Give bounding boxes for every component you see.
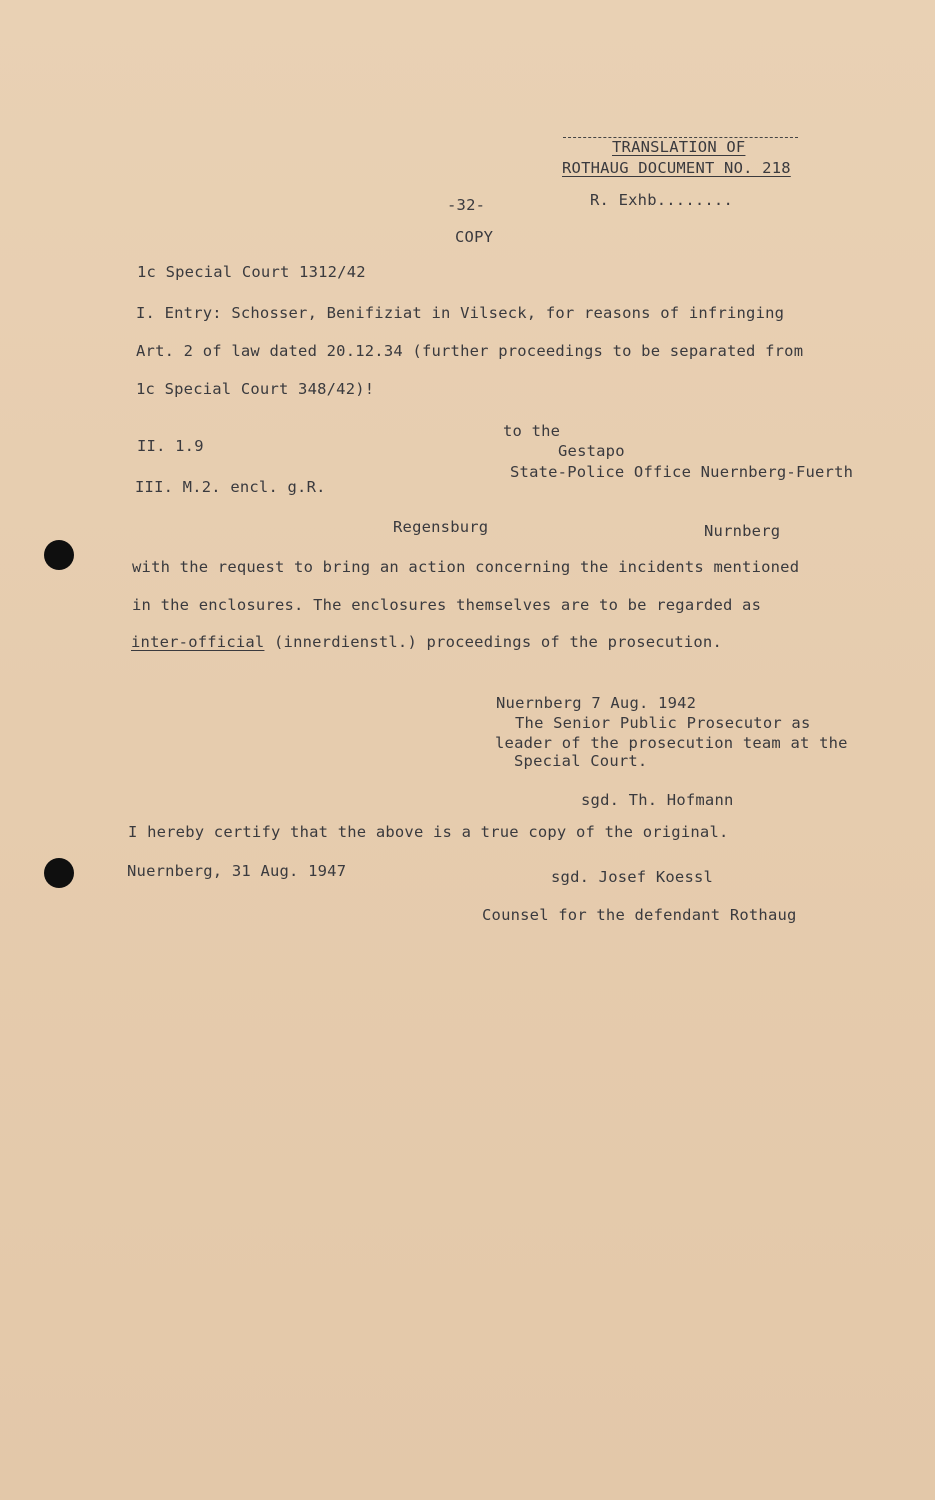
certification-statement: I hereby certify that the above is a true copy of the original. [128,823,729,841]
item-iii: III. M.2. encl. g.R. [135,478,326,496]
entry-line-3: 1c Special Court 348/42)! [136,380,375,398]
entry-line-2: Art. 2 of law dated 20.12.34 (further proceedings to be separated from [136,342,804,360]
body-line-3-rest: (innerdienstl.) proceedings of the prosecution. [274,633,722,651]
exhibit-label: R. Exhb........ [590,191,733,209]
inter-official-term: inter-official [131,633,265,651]
binder-hole-top [44,540,74,570]
body-line-3 [131,633,722,651]
city-nurnberg: Nurnberg [704,522,781,540]
item-ii: II. 1.9 [137,437,204,455]
body-line-1: with the request to bring an action concerning the incidents mentioned [132,558,800,576]
entry-line-1: I. Entry: Schosser, Benifiziat in Vilseck, for reasons of infringing [136,304,785,322]
signed-hofmann: sgd. Th. Hofmann [581,791,734,809]
counsel-role: Counsel for the defendant Rothaug [482,906,797,924]
signature-line-2: leader of the prosecution team at the [495,734,848,752]
document-number-heading: ROTHAUG DOCUMENT NO. 218 [562,159,791,177]
translation-heading: TRANSLATION OF [612,138,746,156]
copy-label: COPY [455,228,494,246]
file-reference: 1c Special Court 1312/42 [137,263,366,281]
signed-koessl: sgd. Josef Koessl [551,868,714,886]
body-line-2: in the enclosures. The enclosures themselves are to be regarded as [132,596,762,614]
signature-place-date: Nuernberg 7 Aug. 1942 [496,694,697,712]
city-regensburg: Regensburg [393,518,489,536]
recipient-gestapo: Gestapo [558,442,625,460]
recipient-office: State-Police Office Nuernberg-Fuerth [510,463,854,481]
certification-place-date: Nuernberg, 31 Aug. 1947 [127,862,347,880]
signature-line-1: The Senior Public Prosecutor as [515,714,811,732]
binder-hole-bottom [44,858,74,888]
signature-line-3: Special Court. [514,752,648,770]
recipient-to: to the [503,422,561,440]
page-number: -32- [447,196,486,214]
